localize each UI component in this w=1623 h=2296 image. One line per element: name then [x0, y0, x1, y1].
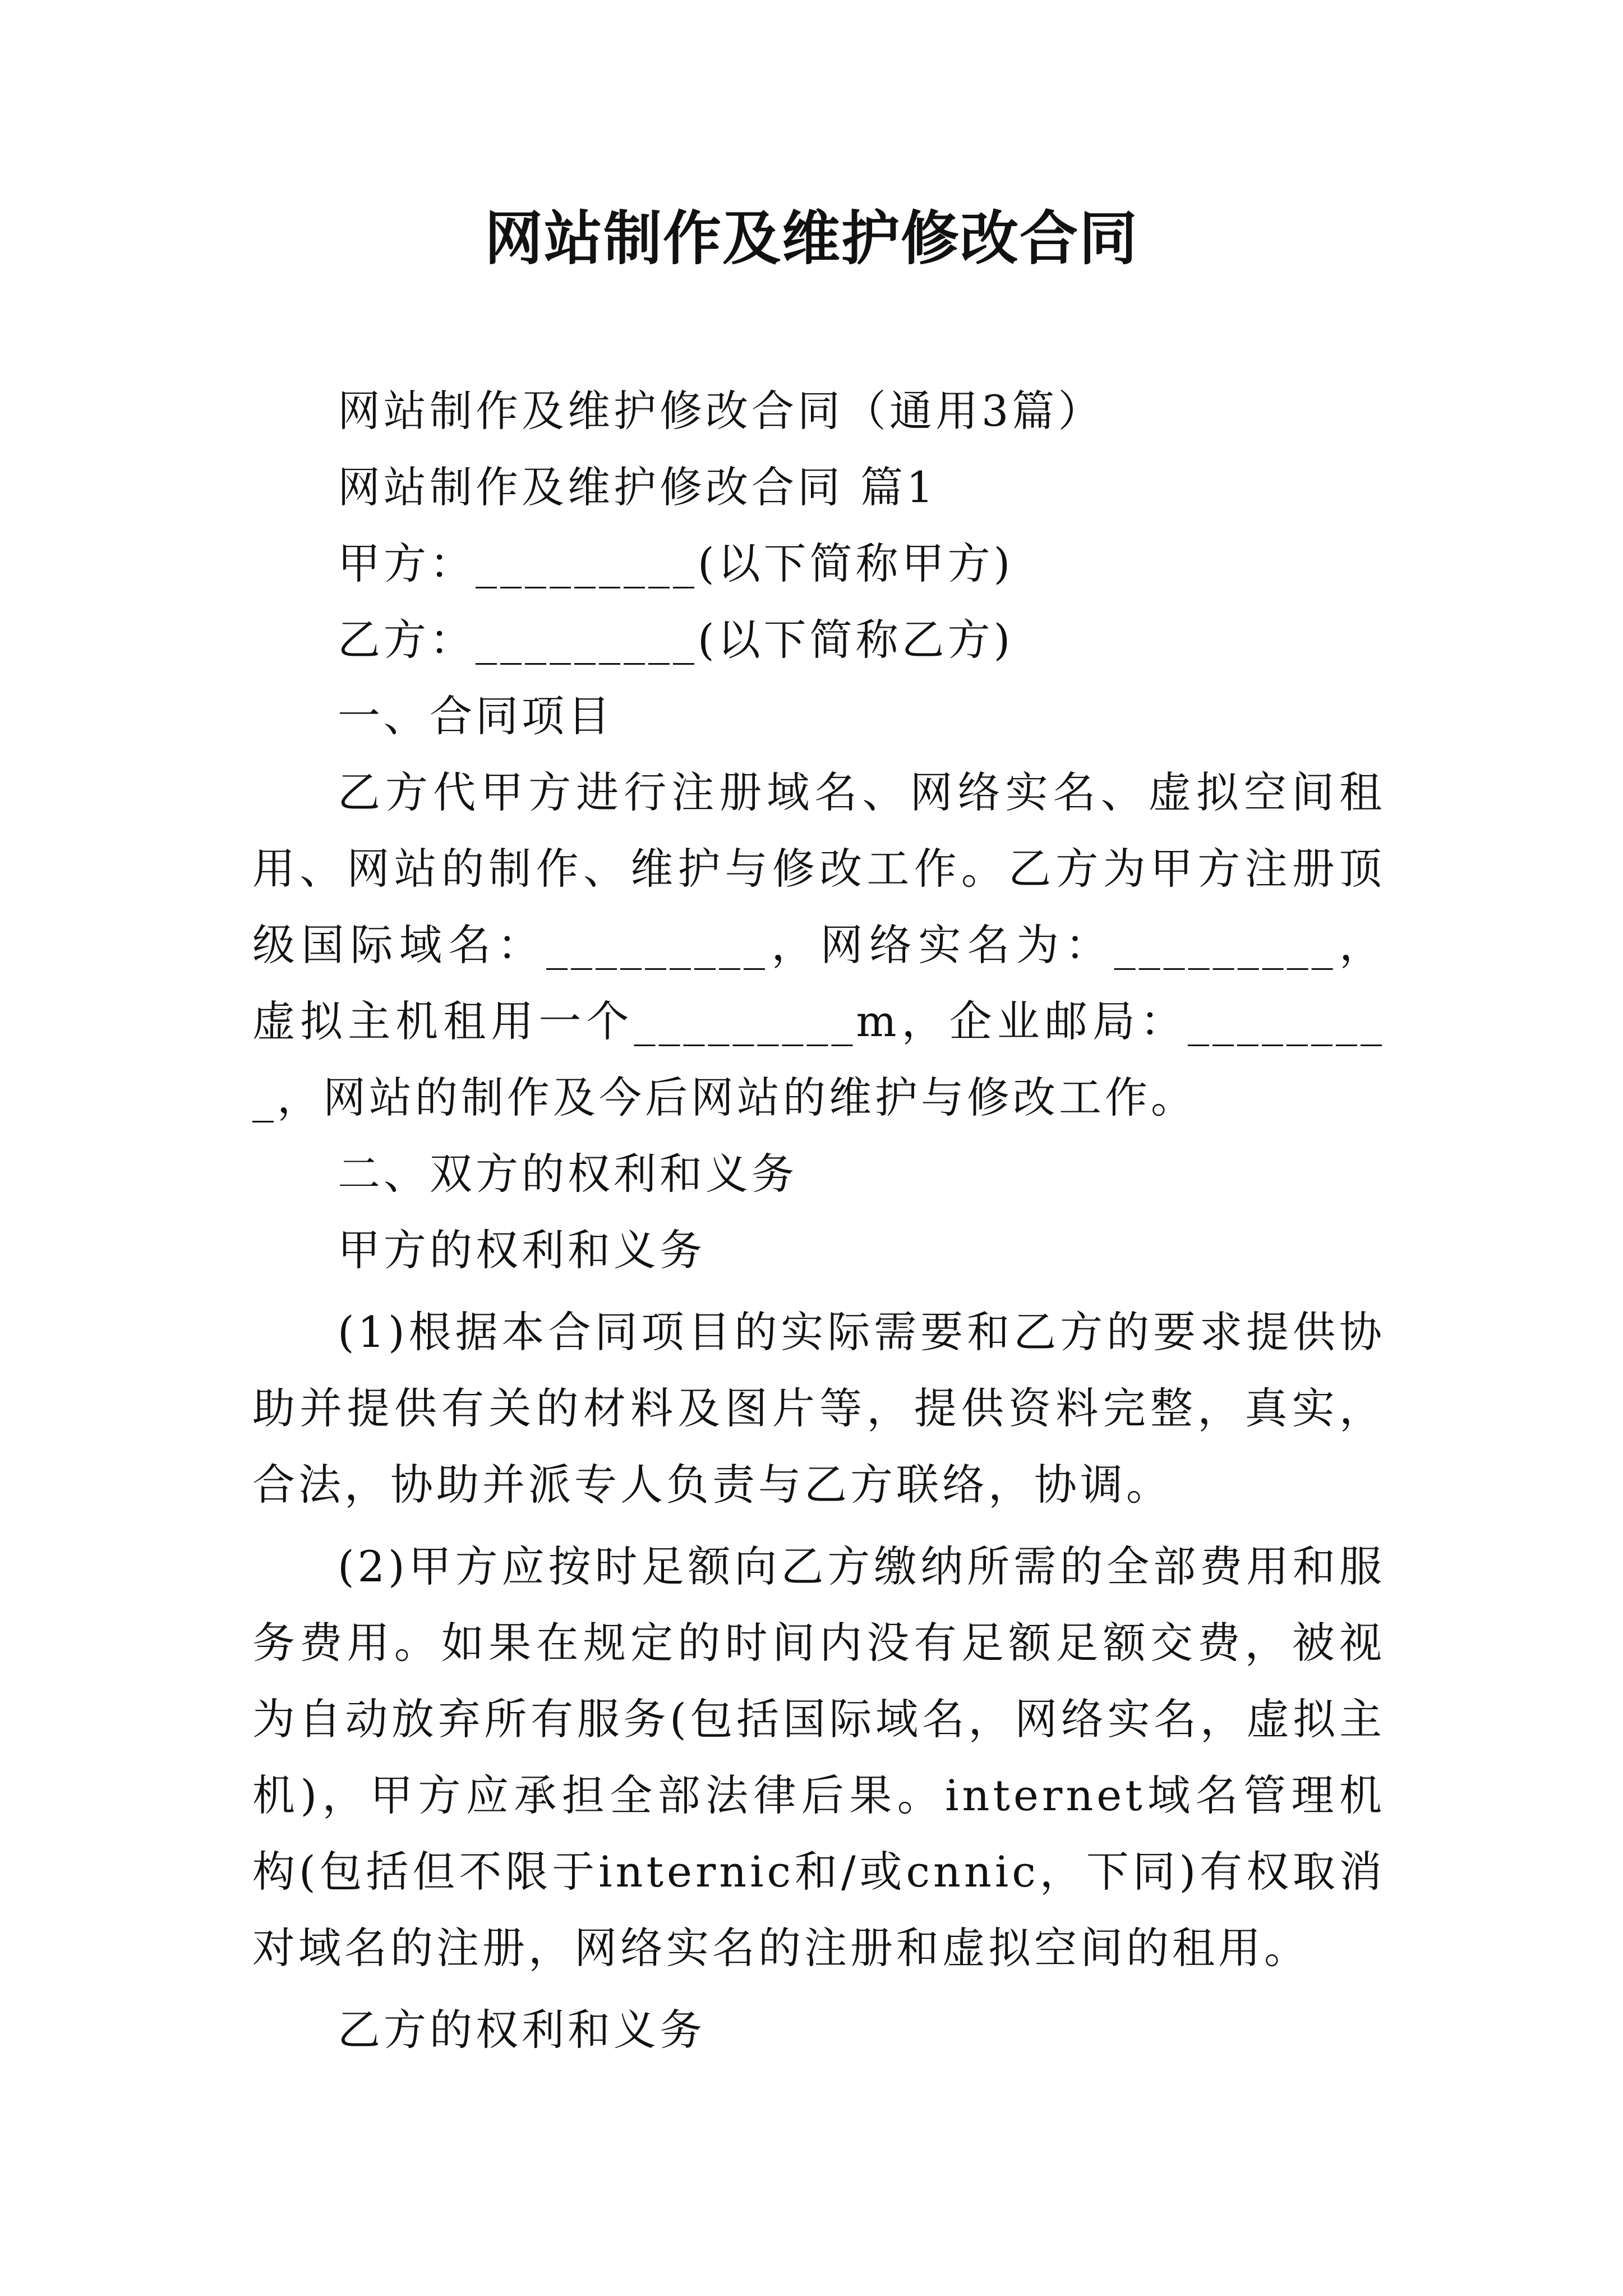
paragraph-clause-1-body: 乙方代甲方进行注册域名、网络实名、虚拟空间租用、网站的制作、维护与修改工作。乙方为甲方注册顶级国际域名：_________，网络实名为：_________，虚拟主机租用一个_________m，企业邮局：_________，网站的制作及今后网站的维护与修改工作。 — [252, 767, 1385, 1122]
paragraph-subtitle: 网站制作及维护修改合同（通用3篇） — [338, 386, 1104, 436]
document-title: 网站制作及维护修改合同 — [484, 204, 1138, 273]
paragraph-party-a: 甲方：_________(以下简称甲方) — [338, 539, 1014, 588]
paragraph-section-heading: 网站制作及维护修改合同 篇1 — [338, 462, 937, 512]
paragraph-party-a-rights-heading: 甲方的权利和义务 — [338, 1225, 706, 1275]
paragraph-party-b-rights-heading: 乙方的权利和义务 — [338, 2005, 706, 2055]
paragraph-party-b: 乙方：_________(以下简称乙方) — [338, 615, 1014, 665]
paragraph-party-a-item-1: (1)根据本合同项目的实际需要和乙方的要求提供协助并提供有关的材料及图片等，提供资料完整，真实，合法，协助并派专人负责与乙方联络，协调。 — [252, 1307, 1385, 1510]
paragraph-party-a-item-2: (2)甲方应按时足额向乙方缴纳所需的全部费用和服务费用。如果在规定的时间内没有足额足额交费，被视为自动放弃所有服务(包括国际域名，网络实名，虚拟主机)，甲方应承担全部法律后果。internet域名管理机构(包括但不限于internic和/或cnnic，下同)有权取消对域名的注册，网络实名的注册和虚拟空间的租用。 — [252, 1542, 1385, 1973]
document-body — [252, 373, 1385, 2068]
paragraph-clause-2-heading: 二、双方的权利和义务 — [338, 1149, 797, 1199]
paragraph-clause-1-heading: 一、合同项目 — [338, 691, 614, 741]
